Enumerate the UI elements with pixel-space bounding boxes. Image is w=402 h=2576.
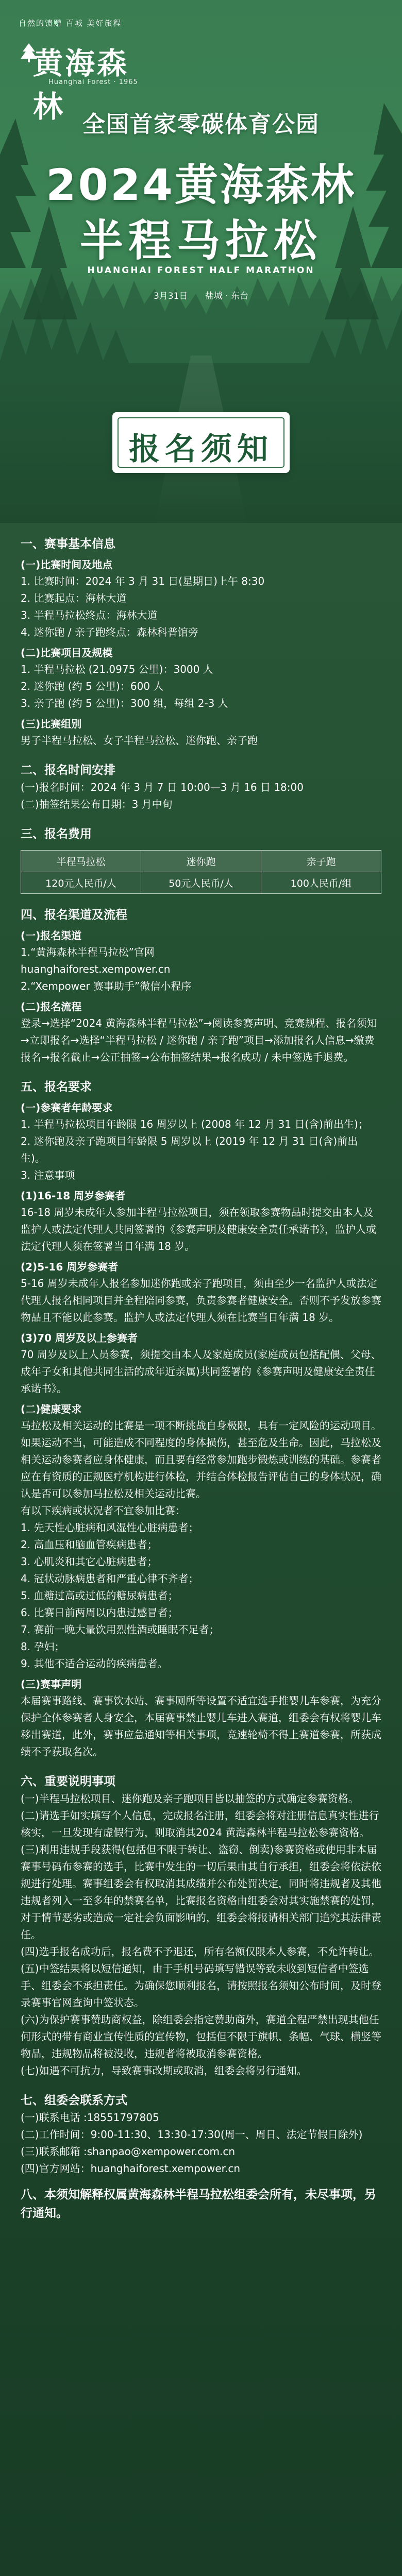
paragraph: 16-18 周岁未成年人参加半程马拉松项目，须在领取参赛物品时提交由本人及监护人或法定代理人共同签署的《参赛声明及健康安全责任承诺书》，监护人或法定代理人须在签署当日年满 18 岁。 xyxy=(21,1206,376,1252)
list-item: 6. 比赛日前两周以内患过感冒者； xyxy=(21,1606,178,1619)
paragraph: 70 周岁及以上人员参赛，须提交由本人及家庭成员(家庭成员包括配偶、父母、成年子女和其他共同生活的成年近亲属)共同签署的《参赛声明及健康安全责任承诺书》。 xyxy=(21,1348,381,1395)
notice-title: 报名须知 xyxy=(129,431,273,467)
fee-header-cell: 亲子跑 xyxy=(261,851,381,872)
subsection-groups: (三)比赛组别 xyxy=(21,718,82,730)
fee-value-cell: 100人民币/组 xyxy=(261,872,381,894)
section-important-notes-title: 六、重要说明事项 xyxy=(21,1775,115,1788)
slogan: 全国首家零碳体育公园 xyxy=(82,111,320,138)
list-item: 7. 赛前一晚大量饮用烈性酒或睡眠不足者； xyxy=(21,1623,220,1636)
fee-header-cell: 迷你跑 xyxy=(141,851,261,872)
fee-table-row xyxy=(21,872,381,894)
paragraph: (二)请选手如实填写个人信息，完成报名注册，组委会将对注册信息真实性进行核实，一旦发现有虚假行为，则取消其2024 黄海森林半程马拉松参赛资格。 xyxy=(21,1809,379,1839)
subsection-events-scale: (二)比赛项目及规模 xyxy=(21,647,113,659)
text-line: 2. 迷你跑 (约 5 公里)：600 人 xyxy=(21,680,164,692)
fee-table xyxy=(21,850,381,894)
logo-subtitle: Huanghai Forest · 1965 xyxy=(48,78,138,86)
subsection-statement: (三)赛事声明 xyxy=(21,1678,82,1690)
logo-tagline: 自然的馈赠 百城 美好旅程 xyxy=(19,19,122,28)
event-title-line2: 半程马拉松 xyxy=(79,215,322,266)
paragraph: (一)半程马拉松项目、迷你跑及亲子跑项目皆以抽签的方式确定参赛资格。 xyxy=(21,1792,359,1805)
section-requirements-title: 五、报名要求 xyxy=(21,1080,92,1094)
text-line: 1. 半程马拉松 (21.0975 公里)：3000 人 xyxy=(21,663,213,675)
list-item: 9. 其他不适合运动的疾病患者。 xyxy=(21,1657,168,1670)
hero-banner xyxy=(0,0,402,523)
paragraph: (三)利用违规手段获得(包括但不限于转让、盗窃、倒卖)参赛资格或使用非本届赛事号码布参赛的选手，比赛中发生的一切后果由其自行承担，组委会将依法依规进行处理。赛事组委会有权取消其成绩并公布处罚决定，同时将违规者及其他违规者列入一至多年的禁赛名单，比赛报名资格由组委会对其实施禁赛的处罚，对于情节恶劣或造成一定社会负面影响的，组委会将报请相关部门追究其法律责任。 xyxy=(21,1843,381,1941)
text-line: 4. 迷你跑 / 亲子跑终点：森林科普馆旁 xyxy=(21,626,198,638)
text-line: 2. 比赛起点：海林大道 xyxy=(21,592,127,604)
event-date-location xyxy=(0,289,402,301)
paragraph: 5-16 周岁未成年人报名参加迷你跑或亲子跑项目，须由至少一名监护人或法定代理人报名相同项目并全程陪同参赛，负责参赛者健康安全。否则不予发放参赛物品且不能以此参赛。监护人或法定代理人须在比赛当日年满 18 岁。 xyxy=(21,1277,381,1324)
text-line: 1. 半程马拉松项目年龄限 16 周岁以上 (2008 年 12 月 31 日(含)前出生)； xyxy=(21,1118,368,1130)
list-item: 4. 冠状动脉病患者和严重心律不齐者； xyxy=(21,1572,199,1585)
section-fees-title: 三、报名费用 xyxy=(21,827,92,841)
list-item: 8. 孕妇； xyxy=(21,1640,65,1653)
fee-value-cell: 50元人民币/人 xyxy=(141,872,261,894)
contact-hours: (二)工作时间：9:00-11:30、13:30-17:30(周一、周日、法定节假日除外) xyxy=(21,2128,363,2141)
process-paragraph: 登录→选择“2024 黄海森林半程马拉松”→阅读参赛声明、竞赛规程、报名须知→立即报名→选择“半程马拉松 / 迷你跑 / 亲子跑”项目→添加报名人信息→缴费报名→报名截止→公正抽签→公布抽签结果→报名成功 / 未中签选手退费。 xyxy=(21,1017,377,1063)
text-line: 2. 迷你跑及亲子跑项目年龄限 5 周岁以上 (2019 年 12 月 31 日(含)前出生)。 xyxy=(21,1135,358,1164)
subsection-channels: (一)报名渠道 xyxy=(21,929,82,942)
subsection-time-place: (一)比赛时间及地点 xyxy=(21,558,113,571)
text-line: 男子半程马拉松、女子半程马拉松、迷你跑、亲子跑 xyxy=(21,734,258,747)
subsection-age-70-plus: (3)70 周岁及以上参赛者 xyxy=(21,1332,138,1344)
subsection-age-5-16: (2)5-16 周岁参赛者 xyxy=(21,1261,119,1273)
text-line: 3. 亲子跑 (约 5 公里)：300 组，每组 2-3 人 xyxy=(21,697,228,709)
text-line: 3. 半程马拉松终点：海林大道 xyxy=(21,609,158,621)
brand-logo xyxy=(19,18,142,124)
fee-table-header-row xyxy=(21,851,381,872)
section-registration-time-title: 二、报名时间安排 xyxy=(21,764,115,777)
paragraph: (五)中签结果将以短信通知，由于手机号码填写错误等致未收到短信者中签选手、组委会不承担责任。为确保您顺利报名，请按照报名须知公布时间，及时登录赛事官网查询中签状态。 xyxy=(21,1962,381,2009)
text-line: 1.“黄海森林半程马拉松”官网 xyxy=(21,946,155,958)
contact-email[interactable]: (三)联系邮箱 :shanpao@xempower.com.cn xyxy=(21,2145,236,2158)
paragraph: (四)选手报名成功后，报名费不予退还，所有名额仅限本人参赛，不允许转让。 xyxy=(21,1945,379,1958)
official-site-link[interactable]: huanghaiforest.xempower.cn xyxy=(21,963,171,975)
text-line: 2.“Xempower 赛事助手”微信小程序 xyxy=(21,980,192,992)
text-line: 3. 注意事项 xyxy=(21,1169,75,1181)
notice-heading-card xyxy=(112,412,290,473)
contact-phone[interactable]: (一)联系电话 :18551797805 xyxy=(21,2111,159,2124)
event-location: 盐城 · 东台 xyxy=(205,291,249,301)
interpretation-note: 八、本须知解释权属黄海森林半程马拉松组委会所有，未尽事项，另行通知。 xyxy=(21,2188,376,2220)
subsection-age: (一)参赛者年龄要求 xyxy=(21,1101,113,1114)
paragraph: (六)为保护赛事赞助商权益，除组委会指定赞助商外，赛道全程严禁出现其他任何形式的带有商业宣传性质的宣传物，包括但不限于旗帜、条幅、气球、横竖等物品，违规物品将被没收，违规者将被取消参赛资格。 xyxy=(21,2013,381,2060)
text-line: (二)抽签结果公布日期：3 月中旬 xyxy=(21,798,173,810)
fee-value-cell: 120元人民币/人 xyxy=(21,872,141,894)
list-item: 5. 血糖过高或过低的糖尿病患者； xyxy=(21,1589,178,1602)
section-contact-title: 七、组委会联系方式 xyxy=(21,2094,127,2107)
event-title-line1: 2024黄海森林 xyxy=(46,160,356,210)
paragraph: (七)如遇不可抗力，导致赛事改期或取消，组委会将另行通知。 xyxy=(21,2064,307,2077)
event-date: 3月31日 xyxy=(153,291,188,301)
subsection-process: (二)报名流程 xyxy=(21,1001,82,1013)
event-title-english: HUANGHAI FOREST HALF MARATHON xyxy=(87,265,315,276)
paragraph: 本届赛事路线、赛事饮水站、赛事厕所等设置不适宜选手推婴儿车参赛，为充分保护全体参赛者人身安全，本届赛事禁止婴儿车进入赛道，组委会有权将婴儿车移出赛道，此外，赛事应急通知等相关事项，竞速轮椅不得上赛道参赛，所获成绩不予获取名次。 xyxy=(21,1694,381,1758)
section-basic-info-title: 一、赛事基本信息 xyxy=(21,537,115,551)
logo-name: 黄海森林 xyxy=(33,46,129,124)
list-item: 1. 先天性心脏病和风湿性心脏病患者； xyxy=(21,1521,199,1534)
list-item: 2. 高血压和脑血管疾病患者； xyxy=(21,1538,158,1551)
notice-content xyxy=(0,523,402,2576)
subsection-age-16-18: (1)16-18 周岁参赛者 xyxy=(21,1190,126,1202)
fee-header-cell: 半程马拉松 xyxy=(21,851,141,872)
paragraph: 马拉松及相关运动的比赛是一项不断挑战自身极限，具有一定风险的运动项目。如果运动不当，可能造成不同程度的身体损伤，甚至危及生命。因此，马拉松及相关运动参赛者应身体健康，而且要有经常参加跑步锻炼或训练的基础。参赛者应在有资质的正规医疗机构进行体检，并结合体检报告评估自己的身体状况，确认是否可以参加马拉松及相关运动比赛。 xyxy=(21,1419,381,1500)
subsection-health: (二)健康要求 xyxy=(21,1403,82,1415)
text-line: (一)报名时间：2024 年 3 月 7 日 10:00—3 月 16 日 18:00 xyxy=(21,781,304,793)
list-item: 3. 心肌炎和其它心脏病患者； xyxy=(21,1555,158,1568)
text-line: 有以下疾病或状况者不宜参加比赛： xyxy=(21,1504,186,1517)
section-channels-title: 四、报名渠道及流程 xyxy=(21,908,127,922)
text-line: 1. 比赛时间：2024 年 3 月 31 日(星期日)上午 8:30 xyxy=(21,575,265,587)
contact-website[interactable]: (四)官方网站：huanghaiforest.xempower.cn xyxy=(21,2162,241,2175)
